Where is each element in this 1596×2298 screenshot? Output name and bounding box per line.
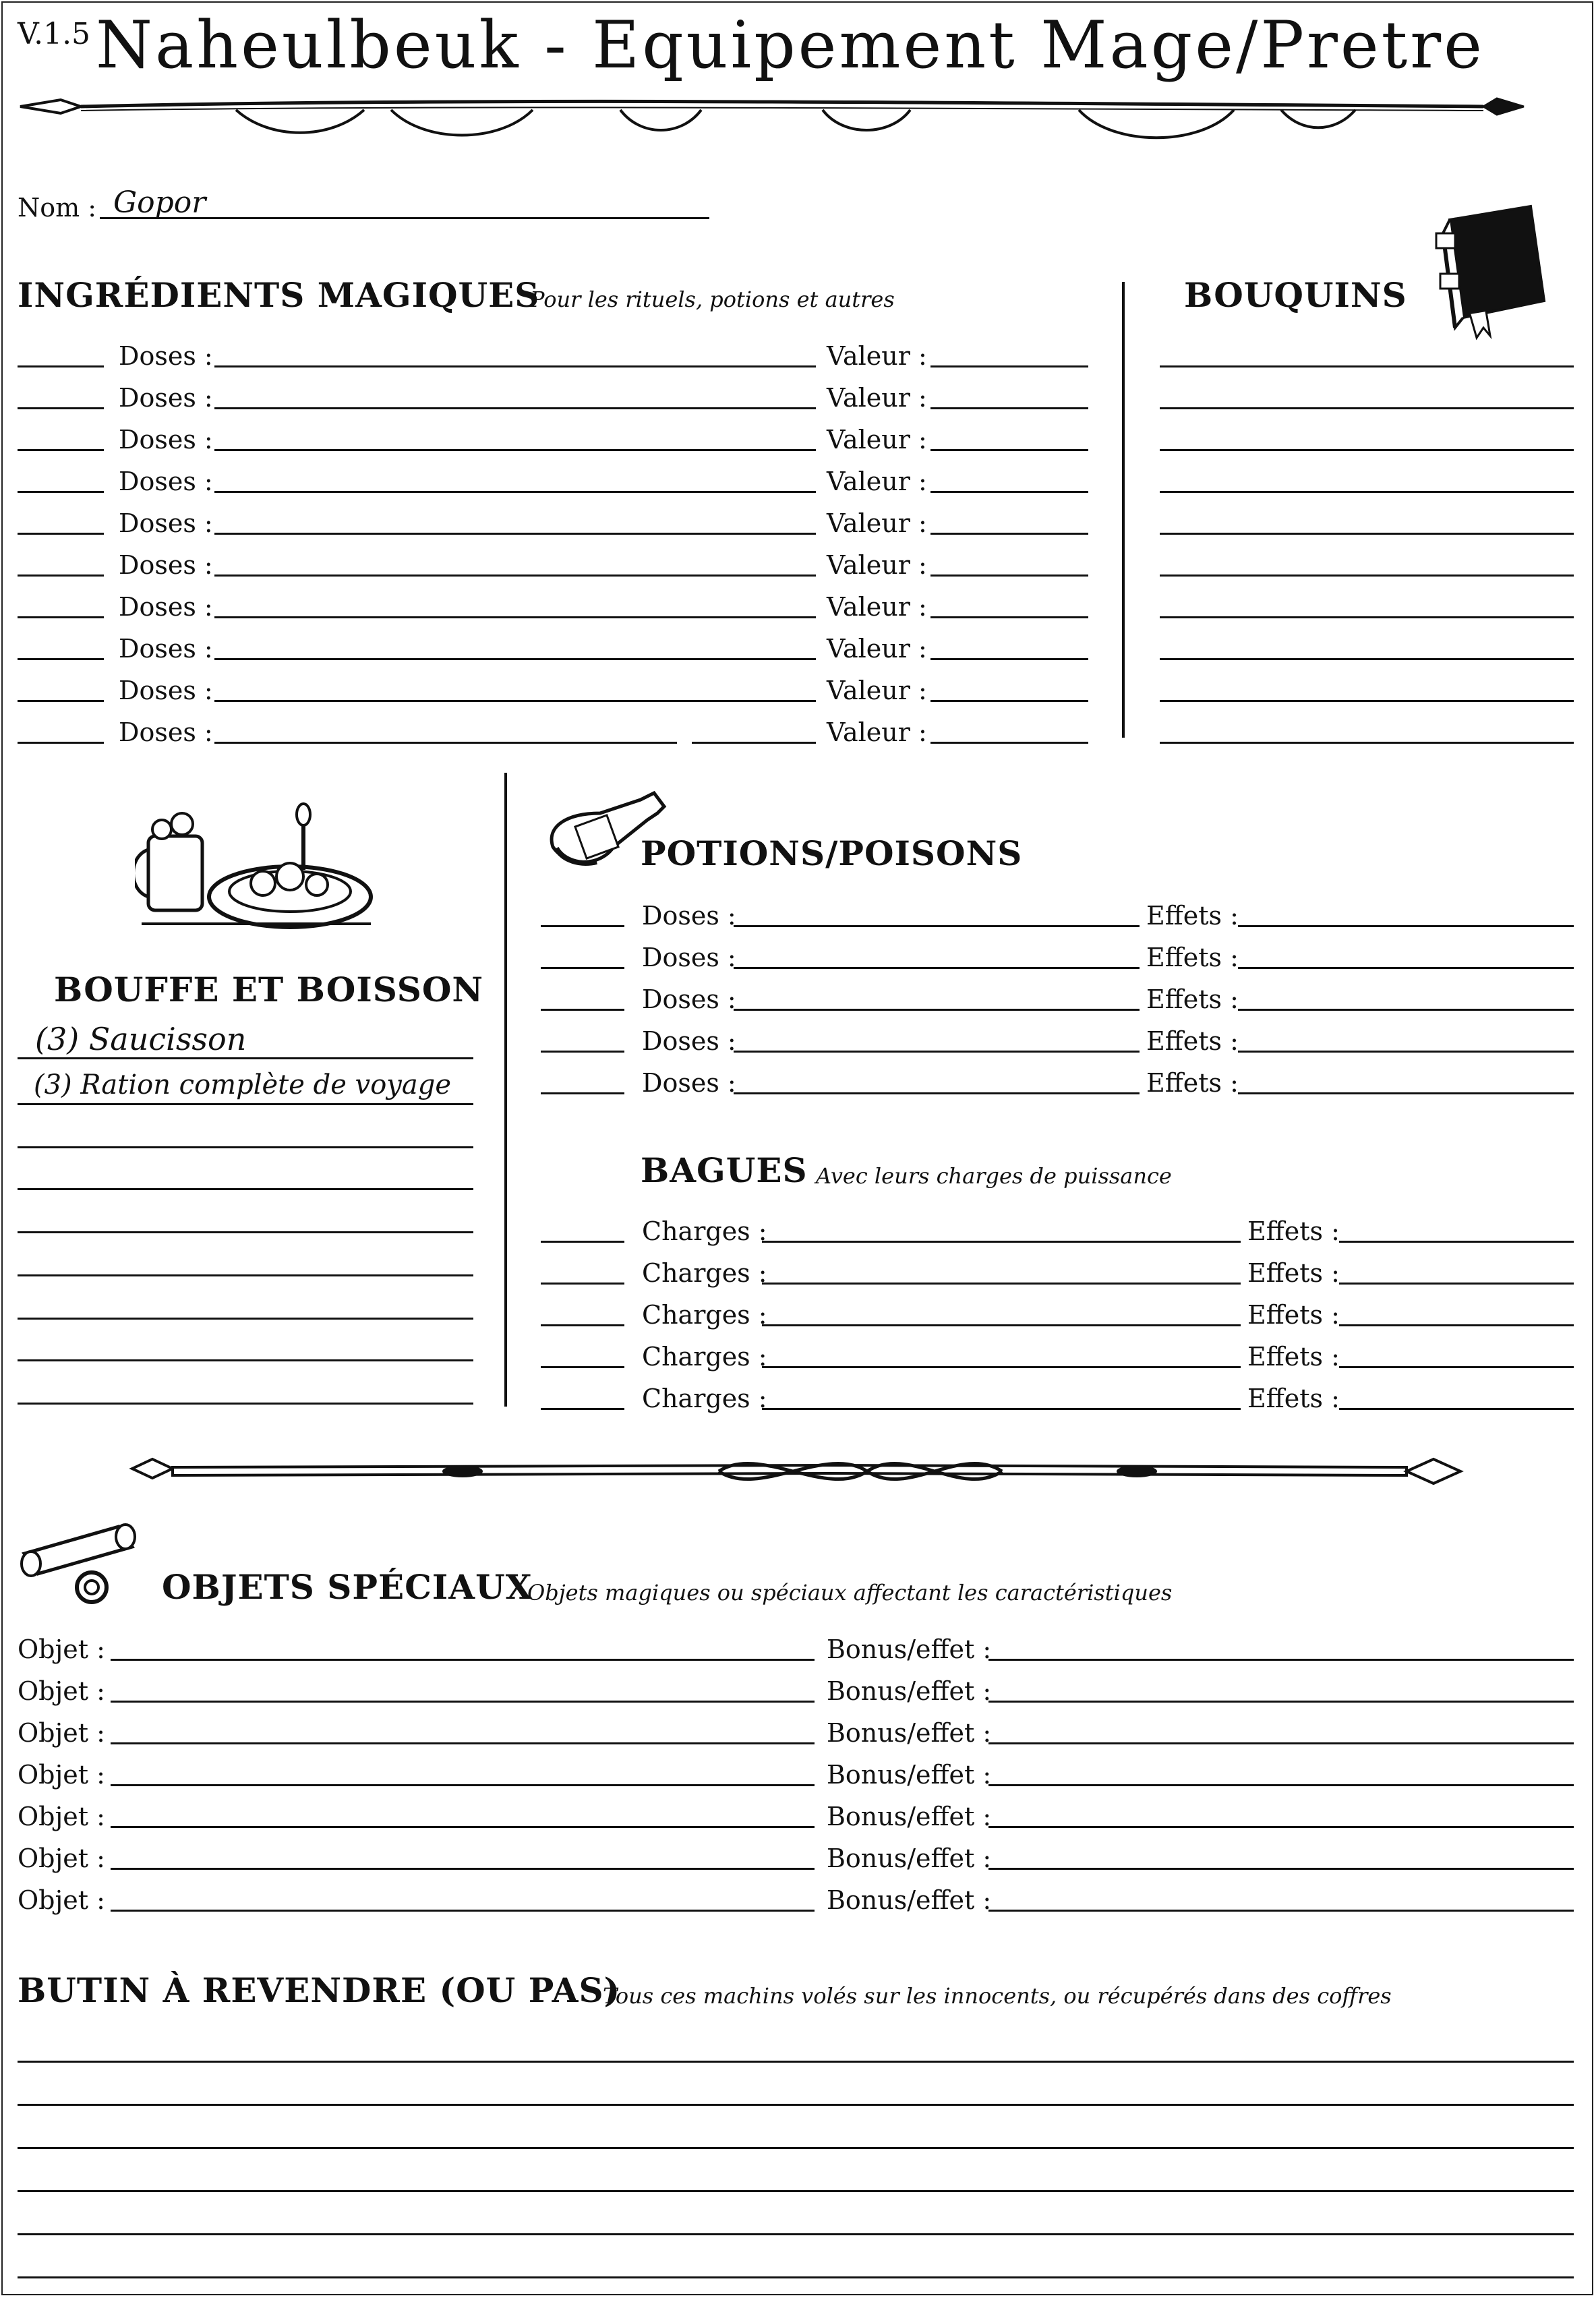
book-line[interactable] <box>1160 533 1574 535</box>
ingredient-qty-line[interactable] <box>18 574 104 577</box>
ingredient-qty-line[interactable] <box>18 491 104 493</box>
loot-title: BUTIN À REVENDRE (OU PAS) <box>18 1970 621 2010</box>
ingredient-name-line[interactable] <box>214 574 816 577</box>
loot-line[interactable] <box>18 2276 1574 2278</box>
ring-effect-line[interactable] <box>1339 1366 1574 1368</box>
ring-charges-label: Charges : <box>642 1384 767 1413</box>
page-title: Naheulbeuk - Equipement Mage/Pretre <box>96 7 1485 83</box>
ring-effects-label: Effets : <box>1247 1216 1340 1246</box>
ingredient-qty-line[interactable] <box>18 658 104 660</box>
ingredient-doses-label: Doses : <box>119 383 213 413</box>
special-object-label: Objet : <box>18 1760 105 1790</box>
food-line[interactable] <box>18 1318 473 1320</box>
version-label: V.1.5 <box>18 17 91 51</box>
ring-qty-line[interactable] <box>541 1366 624 1368</box>
loot-line[interactable] <box>18 2104 1574 2106</box>
ingredient-doses-label: Doses : <box>119 634 213 664</box>
ingredient-value-line[interactable] <box>930 574 1088 577</box>
page-frame <box>1 1 1593 2295</box>
book-line[interactable] <box>1160 658 1574 660</box>
name-label: Nom : <box>18 193 97 223</box>
ingredient-value-line[interactable] <box>930 449 1088 451</box>
ingredient-value-label: Valeur : <box>827 676 927 705</box>
food-line[interactable] <box>18 1188 473 1190</box>
ingredient-doses-label: Doses : <box>119 592 213 622</box>
ring-effect-line[interactable] <box>1339 1324 1574 1326</box>
potion-qty-line[interactable] <box>541 967 624 969</box>
potion-qty-line[interactable] <box>541 1092 624 1094</box>
special-object-line[interactable] <box>111 1826 815 1828</box>
ring-charges-label: Charges : <box>642 1300 767 1330</box>
food-line[interactable] <box>18 1359 473 1361</box>
book-icon <box>1429 193 1551 341</box>
potion-effects-label: Effets : <box>1146 1026 1239 1056</box>
ingredient-value-line[interactable] <box>930 533 1088 535</box>
ingredient-name-line[interactable] <box>214 449 816 451</box>
special-bonus-label: Bonus/effet : <box>827 1844 992 1873</box>
ring-effect-line[interactable] <box>1339 1241 1574 1243</box>
special-bonus-line[interactable] <box>988 1826 1574 1828</box>
food-line[interactable] <box>18 1231 473 1233</box>
special-object-line[interactable] <box>111 1742 815 1744</box>
ingredient-name-line[interactable] <box>692 742 816 744</box>
special-bonus-line[interactable] <box>988 1659 1574 1661</box>
rings-title: BAGUES <box>641 1150 808 1190</box>
food-title: BOUFFE ET BOISSON <box>54 970 484 1009</box>
ring-name-line[interactable] <box>762 1241 1241 1243</box>
ingredient-name-line[interactable] <box>214 365 816 367</box>
special-bonus-label: Bonus/effet : <box>827 1718 992 1748</box>
potion-effects-label: Effets : <box>1146 1068 1239 1098</box>
ingredient-value-label: Valeur : <box>827 508 927 538</box>
ring-name-line[interactable] <box>762 1408 1241 1410</box>
potion-qty-line[interactable] <box>541 1051 624 1053</box>
ingredient-value-label: Valeur : <box>827 383 927 413</box>
potions-title: POTIONS/POISONS <box>641 833 1023 873</box>
special-bonus-line[interactable] <box>988 1910 1574 1912</box>
special-subtitle: Objets magiques ou spéciaux affectant les caractéristiques <box>527 1580 1173 1605</box>
ingredient-value-line[interactable] <box>930 491 1088 493</box>
ring-qty-line[interactable] <box>541 1283 624 1285</box>
ingredient-qty-line[interactable] <box>18 616 104 618</box>
loot-line[interactable] <box>18 2233 1574 2235</box>
special-object-line[interactable] <box>111 1784 815 1786</box>
loot-line[interactable] <box>18 2061 1574 2063</box>
ingredient-doses-label: Doses : <box>119 676 213 705</box>
special-title: OBJETS SPÉCIAUX <box>162 1567 533 1607</box>
potion-effect-line[interactable] <box>1238 1092 1574 1094</box>
books-title: BOUQUINS <box>1184 275 1407 315</box>
potion-doses-label: Doses : <box>642 1026 736 1056</box>
loot-line[interactable] <box>18 2147 1574 2149</box>
spear-divider-icon <box>13 86 1531 147</box>
ingredient-value-label: Valeur : <box>827 592 927 622</box>
ingredient-name-line[interactable] <box>214 742 677 744</box>
ingredient-value-label: Valeur : <box>827 717 927 747</box>
ring-effect-line[interactable] <box>1339 1283 1574 1285</box>
staff-divider-icon <box>125 1444 1467 1498</box>
potion-doses-label: Doses : <box>642 901 736 931</box>
food-line[interactable] <box>18 1403 473 1405</box>
ring-qty-line[interactable] <box>541 1241 624 1243</box>
ingredient-qty-line[interactable] <box>18 449 104 451</box>
rings-subtitle: Avec leurs charges de puissance <box>816 1163 1172 1189</box>
potion-effects-label: Effets : <box>1146 901 1239 931</box>
special-bonus-label: Bonus/effet : <box>827 1760 992 1790</box>
special-bonus-line[interactable] <box>988 1784 1574 1786</box>
ingredient-qty-line[interactable] <box>18 533 104 535</box>
book-line[interactable] <box>1160 616 1574 618</box>
ingredient-doses-label: Doses : <box>119 341 213 371</box>
potion-effect-line[interactable] <box>1238 1051 1574 1053</box>
ring-effects-label: Effets : <box>1247 1258 1340 1288</box>
special-object-label: Objet : <box>18 1802 105 1831</box>
potion-effect-line[interactable] <box>1238 1009 1574 1011</box>
ingredient-value-line[interactable] <box>930 658 1088 660</box>
food-line[interactable] <box>18 1274 473 1276</box>
potion-effects-label: Effets : <box>1146 984 1239 1014</box>
food-line[interactable] <box>18 1057 473 1059</box>
ingredient-value-line[interactable] <box>930 742 1088 744</box>
ring-name-line[interactable] <box>762 1324 1241 1326</box>
ingredient-name-line[interactable] <box>214 533 816 535</box>
scroll-ring-icon <box>18 1513 152 1614</box>
potion-name-line[interactable] <box>734 1009 1140 1011</box>
potion-doses-label: Doses : <box>642 1068 736 1098</box>
ingredient-doses-label: Doses : <box>119 550 213 580</box>
ring-effects-label: Effets : <box>1247 1300 1340 1330</box>
name-value[interactable]: Gopor <box>113 185 206 220</box>
ring-charges-label: Charges : <box>642 1342 767 1372</box>
special-object-line[interactable] <box>111 1868 815 1870</box>
ingredient-value-line[interactable] <box>930 700 1088 702</box>
potion-doses-label: Doses : <box>642 984 736 1014</box>
special-bonus-label: Bonus/effet : <box>827 1885 992 1915</box>
ingredient-value-line[interactable] <box>930 365 1088 367</box>
book-line[interactable] <box>1160 449 1574 451</box>
ingredient-value-label: Valeur : <box>827 634 927 664</box>
ingredients-title: INGRÉDIENTS MAGIQUES <box>18 275 540 315</box>
potion-name-line[interactable] <box>734 1092 1140 1094</box>
ingredient-doses-label: Doses : <box>119 508 213 538</box>
special-object-line[interactable] <box>111 1659 815 1661</box>
potion-name-line[interactable] <box>734 925 1140 927</box>
loot-line[interactable] <box>18 2190 1574 2192</box>
special-bonus-label: Bonus/effet : <box>827 1634 992 1664</box>
ingredients-subtitle: Pour les rituels, potions et autres <box>530 287 895 312</box>
food-line[interactable] <box>18 1146 473 1148</box>
ring-qty-line[interactable] <box>541 1408 624 1410</box>
potion-doses-label: Doses : <box>642 943 736 972</box>
potion-effect-line[interactable] <box>1238 967 1574 969</box>
ingredient-name-line[interactable] <box>214 658 816 660</box>
special-object-label: Objet : <box>18 1718 105 1748</box>
ring-name-line[interactable] <box>762 1366 1241 1368</box>
ingredient-qty-line[interactable] <box>18 742 104 744</box>
potion-qty-line[interactable] <box>541 1009 624 1011</box>
ring-charges-label: Charges : <box>642 1258 767 1288</box>
food-potions-divider <box>504 773 507 1407</box>
potion-name-line[interactable] <box>734 1051 1140 1053</box>
special-object-label: Objet : <box>18 1676 105 1706</box>
ingredient-qty-line[interactable] <box>18 365 104 367</box>
ring-name-line[interactable] <box>762 1283 1241 1285</box>
ring-effect-line[interactable] <box>1339 1408 1574 1410</box>
ingredient-value-line[interactable] <box>930 407 1088 409</box>
ingredient-value-label: Valeur : <box>827 467 927 496</box>
ingredient-name-line[interactable] <box>214 700 816 702</box>
potion-qty-line[interactable] <box>541 925 624 927</box>
ingredient-doses-label: Doses : <box>119 425 213 454</box>
special-object-label: Objet : <box>18 1885 105 1915</box>
special-object-line[interactable] <box>111 1910 815 1912</box>
food-icon <box>135 802 378 937</box>
ingredient-value-label: Valeur : <box>827 341 927 371</box>
food-item[interactable]: (3) Saucisson <box>35 1021 247 1057</box>
special-bonus-line[interactable] <box>988 1742 1574 1744</box>
ring-effects-label: Effets : <box>1247 1342 1340 1372</box>
potion-name-line[interactable] <box>734 967 1140 969</box>
ingredient-doses-label: Doses : <box>119 467 213 496</box>
ingredient-name-line[interactable] <box>214 616 816 618</box>
special-object-label: Objet : <box>18 1844 105 1873</box>
food-item[interactable]: (3) Ration complète de voyage <box>34 1069 452 1100</box>
potion-effects-label: Effets : <box>1146 943 1239 972</box>
ingredient-doses-label: Doses : <box>119 717 213 747</box>
special-bonus-line[interactable] <box>988 1868 1574 1870</box>
ingredient-value-line[interactable] <box>930 616 1088 618</box>
special-object-line[interactable] <box>111 1701 815 1703</box>
special-bonus-label: Bonus/effet : <box>827 1802 992 1831</box>
loot-subtitle: Tous ces machins volés sur les innocents, ou récupérés dans des coffres <box>603 1983 1392 2009</box>
book-line[interactable] <box>1160 407 1574 409</box>
potion-effect-line[interactable] <box>1238 925 1574 927</box>
ring-effects-label: Effets : <box>1247 1384 1340 1413</box>
ring-charges-label: Charges : <box>642 1216 767 1246</box>
ingredient-name-line[interactable] <box>214 491 816 493</box>
ingredient-qty-line[interactable] <box>18 407 104 409</box>
book-line[interactable] <box>1160 742 1574 744</box>
special-bonus-line[interactable] <box>988 1701 1574 1703</box>
ingredient-name-line[interactable] <box>214 407 816 409</box>
special-bonus-label: Bonus/effet : <box>827 1676 992 1706</box>
ingredient-qty-line[interactable] <box>18 700 104 702</box>
book-line[interactable] <box>1160 365 1574 367</box>
ingredients-books-divider <box>1122 282 1125 738</box>
book-line[interactable] <box>1160 491 1574 493</box>
special-object-label: Objet : <box>18 1634 105 1664</box>
ingredient-value-label: Valeur : <box>827 550 927 580</box>
ingredient-value-label: Valeur : <box>827 425 927 454</box>
book-line[interactable] <box>1160 700 1574 702</box>
ring-qty-line[interactable] <box>541 1324 624 1326</box>
book-line[interactable] <box>1160 574 1574 577</box>
food-line[interactable] <box>18 1103 473 1105</box>
